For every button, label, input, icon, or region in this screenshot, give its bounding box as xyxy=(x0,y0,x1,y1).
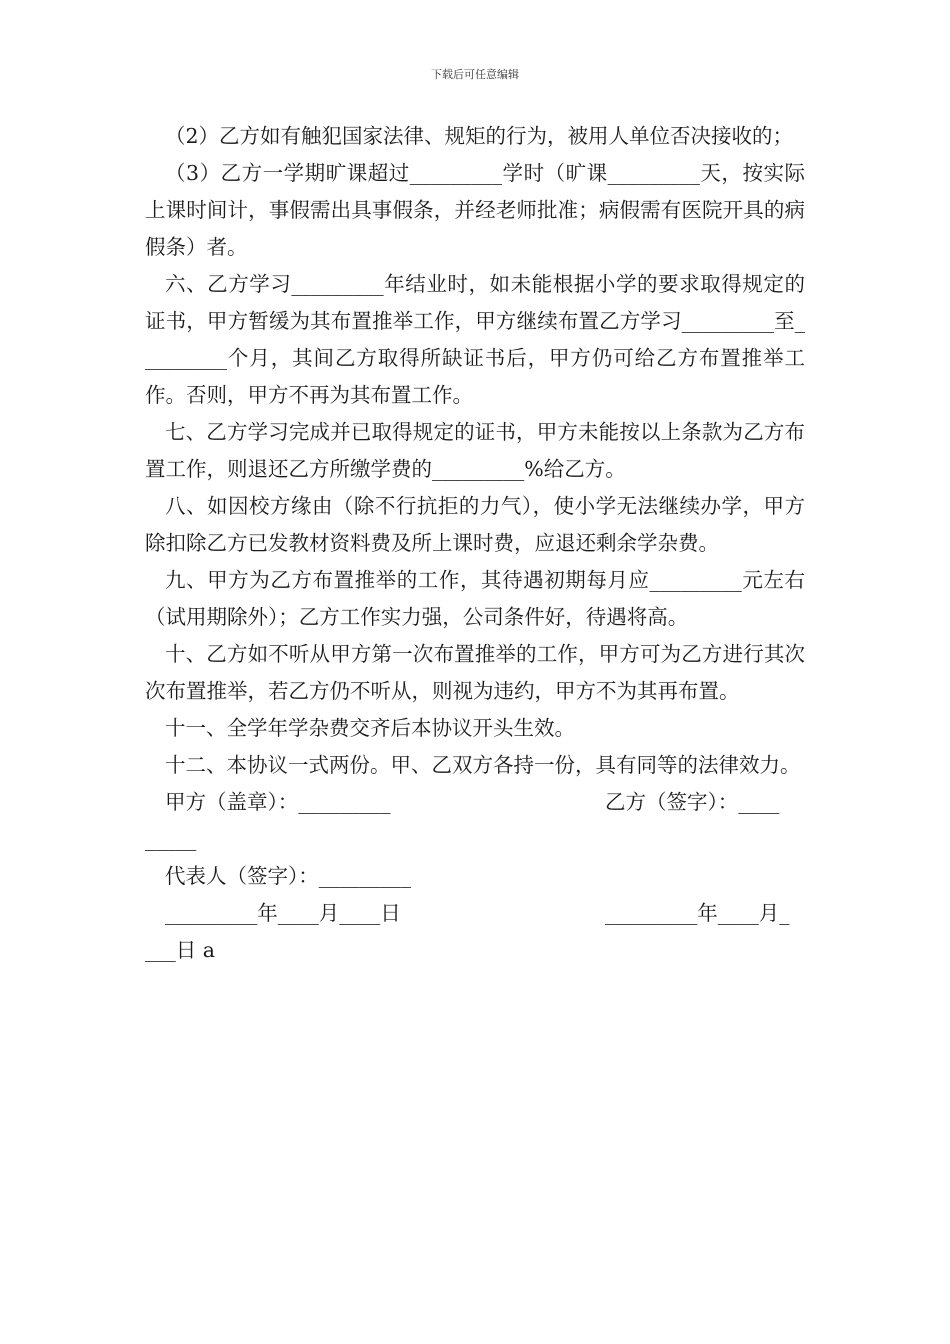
party-b-signature-cont: _____ xyxy=(145,827,197,851)
party-b-signature: 乙方（签字）：____ xyxy=(605,790,780,814)
clause-six: 六、乙方学习_________年结业时，如未能根据小学的要求取得规定的证书，甲方暂缓为其布置推举工作，甲方继续布置乙方学习_________至_________个月，其间乙方取得所缺证书后，甲方仍可给乙方布置推举工作。否则，甲方不再为其布置工作。 xyxy=(145,272,805,407)
date-right-cont: ___日 a xyxy=(145,938,215,962)
date-right: _________年____月_ xyxy=(605,901,790,925)
clause-eight: 八、如因校方缘由（除不行抗拒的力气），使小学无法继续办学，甲方除扣除乙方已发教材资料费及所上课时费，应退还剩余学杂费。 xyxy=(145,494,805,555)
party-a-seal: 甲方（盖章）：_________ xyxy=(165,790,391,814)
clause-nine: 九、甲方为乙方布置推举的工作，其待遇初期每月应_________元左右（试用期除外）；乙方工作实力强，公司条件好，待遇将高。 xyxy=(145,568,805,629)
clause-twelve: 十二、本协议一式两份。甲、乙双方各持一份，具有同等的法律效力。 xyxy=(165,753,801,777)
signature-row-dates xyxy=(145,895,805,932)
clause-2: （2）乙方如有触犯国家法律、规矩的行为，被用人单位否决接收的； xyxy=(165,124,794,148)
signature-row-representative xyxy=(145,858,805,895)
representative-signature: 代表人（签字）：_________ xyxy=(165,864,411,888)
page-header: 下载后可任意编辑 xyxy=(431,68,519,81)
document-body xyxy=(145,118,805,969)
date-left: _________年____月____日 xyxy=(165,901,401,925)
clause-seven: 七、乙方学习完成并已取得规定的证书，甲方未能按以上条款为乙方布置工作，则退还乙方所缴学费的_________%给乙方。 xyxy=(145,420,805,481)
signature-row-parties xyxy=(145,784,805,821)
clause-ten: 十、乙方如不听从甲方第一次布置推举的工作，甲方可为乙方进行其次次布置推举，若乙方仍不听从，则视为违约，甲方不为其再布置。 xyxy=(145,642,805,703)
clause-3: （3）乙方一学期旷课超过_________学时（旷课_________天，按实际上课时间计，事假需出具事假条，并经老师批准；病假需有医院开具的病假条）者。 xyxy=(145,161,805,259)
clause-eleven: 十一、全学年学杂费交齐后本协议开头生效。 xyxy=(165,716,575,740)
